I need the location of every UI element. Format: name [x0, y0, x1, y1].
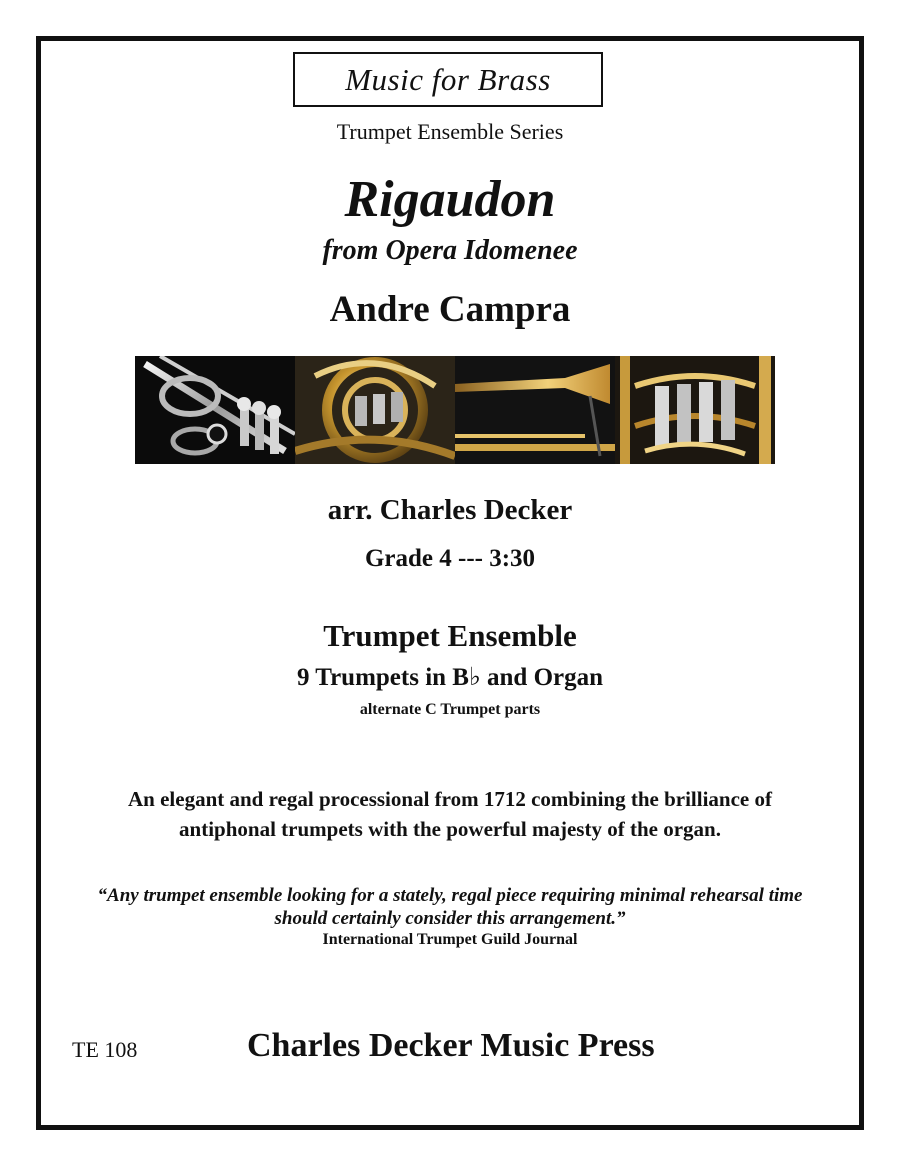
grade-duration: Grade 4 --- 3:30 [364, 545, 536, 572]
review-quote [0, 884, 900, 930]
review-line-1: “Any trumpet ensemble looking for a stately, regal piece requiring minimal rehearsal time [97, 885, 803, 906]
series-subtitle: Trumpet Ensemble Series [336, 119, 564, 144]
review-line-2: should certainly consider this arrangement.” [274, 908, 626, 929]
instrument-photo-strip [135, 356, 775, 464]
tuba-photo [615, 356, 775, 464]
composer: Andre Campra [329, 289, 571, 330]
review-source: International Trumpet Guild Journal [322, 931, 578, 948]
alternate-parts: alternate C Trumpet parts [359, 701, 541, 718]
trombone-photo [455, 356, 615, 464]
description-line-1: An elegant and regal processional from 1712 combining the brilliance of [128, 787, 772, 811]
catalog-number: TE 108 [72, 1037, 138, 1062]
french-horn-photo [295, 356, 455, 464]
instrumentation: 9 Trumpets in B♭ and Organ [296, 664, 604, 691]
trumpet-photo [135, 356, 295, 464]
publisher: Charles Decker Music Press [247, 1027, 655, 1064]
description [0, 784, 900, 844]
work-title: Rigaudon [344, 171, 556, 228]
series-title: Music for Brass [345, 61, 551, 97]
ensemble-type: Trumpet Ensemble [323, 618, 577, 653]
description-line-2: antiphonal trumpets with the powerful majesty of the organ. [179, 817, 721, 841]
arranger: arr. Charles Decker [327, 494, 573, 526]
series-title-box [293, 52, 603, 107]
work-subtitle: from Opera Idomenee [322, 235, 578, 266]
